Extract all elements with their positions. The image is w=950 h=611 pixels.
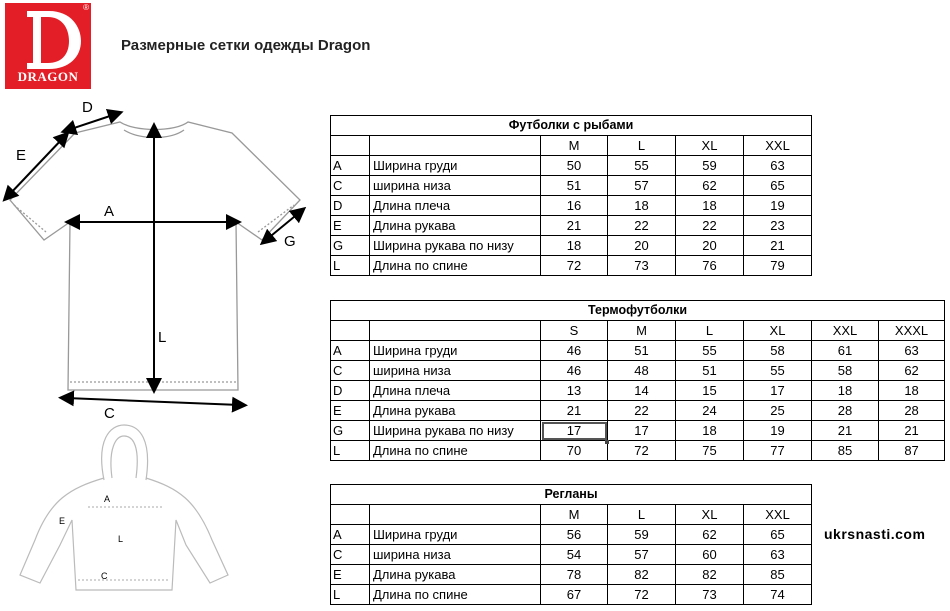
- size-header: L: [608, 136, 676, 156]
- cell-value: 74: [744, 585, 812, 605]
- table-row: [331, 381, 945, 401]
- tshirt-label-d: D: [82, 99, 93, 116]
- cell-value: 87: [879, 441, 945, 461]
- row-code: L: [331, 256, 370, 276]
- row-name: Длина по спине: [370, 585, 541, 605]
- cell-value: 70: [541, 441, 608, 461]
- size-table-tshirts: [330, 115, 812, 276]
- size-header: XXL: [812, 321, 879, 341]
- hoodie-label-l: L: [118, 534, 124, 544]
- size-header: XL: [676, 136, 744, 156]
- cell-value: 51: [676, 361, 744, 381]
- cell-value: 21: [541, 216, 608, 236]
- row-name: Ширина груди: [370, 156, 541, 176]
- selected-cell[interactable]: 17: [541, 421, 608, 441]
- cell-value: 60: [676, 545, 744, 565]
- cell-value: 57: [608, 545, 676, 565]
- cell-value: 21: [812, 421, 879, 441]
- selection-handle[interactable]: [605, 440, 609, 444]
- cell-value: 21: [744, 236, 812, 256]
- cell-value: 54: [541, 545, 608, 565]
- tshirt-label-l: L: [158, 329, 167, 346]
- row-name: Ширина груди: [370, 341, 541, 361]
- size-header: XL: [744, 321, 812, 341]
- cell-value: 75: [676, 441, 744, 461]
- cell-value: 24: [676, 401, 744, 421]
- row-name: ширина низа: [370, 361, 541, 381]
- table-row: [331, 565, 812, 585]
- cell-value: 23: [744, 216, 812, 236]
- cell-value: 73: [608, 256, 676, 276]
- cell-value: 46: [541, 361, 608, 381]
- cell-value: 79: [744, 256, 812, 276]
- cell-value: 55: [744, 361, 812, 381]
- size-header: M: [541, 505, 608, 525]
- cell-value: 85: [744, 565, 812, 585]
- cell-value: 59: [676, 156, 744, 176]
- header-row: [331, 136, 812, 156]
- header-row: [331, 321, 945, 341]
- cell-value: 46: [541, 341, 608, 361]
- cell-value: 14: [608, 381, 676, 401]
- page-title: Размерные сетки одежды Dragon: [121, 37, 371, 54]
- cell-value: 62: [879, 361, 945, 381]
- site-watermark: ukrsnasti.com: [824, 526, 926, 542]
- size-header: XXL: [744, 505, 812, 525]
- table-row: [331, 401, 945, 421]
- cell-value: 16: [541, 196, 608, 216]
- size-header: XXXL: [879, 321, 945, 341]
- cell-value: 17: [744, 381, 812, 401]
- cell-value: 78: [541, 565, 608, 585]
- cell-value: 85: [812, 441, 879, 461]
- registered-mark: ®: [83, 3, 89, 12]
- cell-value: 22: [608, 216, 676, 236]
- table-row: [331, 441, 945, 461]
- row-name: Длина по спине: [370, 256, 541, 276]
- row-name: ширина низа: [370, 176, 541, 196]
- row-code: G: [331, 421, 370, 441]
- table-row: [331, 176, 812, 196]
- row-code: A: [331, 156, 370, 176]
- cell-value: 72: [608, 585, 676, 605]
- cell-value: 77: [744, 441, 812, 461]
- cell-value: 15: [676, 381, 744, 401]
- row-code: C: [331, 176, 370, 196]
- table-row: [331, 545, 812, 565]
- table-row: [331, 341, 945, 361]
- cell-value: 76: [676, 256, 744, 276]
- table-row: [331, 361, 945, 381]
- cell-value: 28: [879, 401, 945, 421]
- cell-value: 55: [608, 156, 676, 176]
- cell-value: 21: [879, 421, 945, 441]
- logo-word: DRAGON: [17, 69, 79, 84]
- hoodie-diagram: [20, 425, 228, 590]
- cell-value: 18: [676, 196, 744, 216]
- size-header: L: [676, 321, 744, 341]
- cell-value: 50: [541, 156, 608, 176]
- size-header: XL: [676, 505, 744, 525]
- table-row: [331, 236, 812, 256]
- cell-value: 67: [541, 585, 608, 605]
- cell-value: 82: [608, 565, 676, 585]
- size-table-thermo: [330, 300, 945, 461]
- cell-value: 21: [541, 401, 608, 421]
- row-name: Ширина рукава по низу: [370, 421, 541, 441]
- hoodie-label-c: C: [101, 571, 108, 581]
- tshirt-label-e: E: [16, 147, 27, 164]
- cell-value: 59: [608, 525, 676, 545]
- cell-value: 20: [676, 236, 744, 256]
- cell-value: 62: [676, 525, 744, 545]
- cell-value: 65: [744, 525, 812, 545]
- row-name: Длина рукава: [370, 401, 541, 421]
- table-title: Регланы: [331, 485, 812, 505]
- hoodie-label-a: A: [104, 494, 111, 504]
- size-header: M: [541, 136, 608, 156]
- cell-value: 18: [812, 381, 879, 401]
- cell-value: 58: [744, 341, 812, 361]
- cell-value: 56: [541, 525, 608, 545]
- cell-value: 19: [744, 196, 812, 216]
- cell-value: 51: [608, 341, 676, 361]
- table-row: [331, 585, 812, 605]
- cell-value: 72: [608, 441, 676, 461]
- cell-value: 61: [812, 341, 879, 361]
- cell-value: 63: [879, 341, 945, 361]
- cell-value: 18: [676, 421, 744, 441]
- hoodie-label-e: E: [59, 516, 66, 526]
- cell-value: 17: [608, 421, 676, 441]
- table-row: [331, 216, 812, 236]
- cell-value: 22: [676, 216, 744, 236]
- table-title: Футболки с рыбами: [331, 116, 812, 136]
- table-title: Термофутболки: [331, 301, 945, 321]
- row-code: E: [331, 216, 370, 236]
- cell-value: 25: [744, 401, 812, 421]
- cell-value: 28: [812, 401, 879, 421]
- row-name: Длина по спине: [370, 441, 541, 461]
- cell-value: 18: [541, 236, 608, 256]
- row-code: D: [331, 196, 370, 216]
- cell-value: 63: [744, 156, 812, 176]
- cell-value: 72: [541, 256, 608, 276]
- row-code: C: [331, 545, 370, 565]
- cell-value: 13: [541, 381, 608, 401]
- row-code: G: [331, 236, 370, 256]
- size-header: XXL: [744, 136, 812, 156]
- table-row: [331, 156, 812, 176]
- cell-value: 22: [608, 401, 676, 421]
- row-code: A: [331, 341, 370, 361]
- size-table-raglans: [330, 484, 812, 605]
- cell-value: 62: [676, 176, 744, 196]
- size-header: L: [608, 505, 676, 525]
- cell-value: 18: [879, 381, 945, 401]
- cell-value: 51: [541, 176, 608, 196]
- row-name: Длина рукава: [370, 565, 541, 585]
- row-code: L: [331, 585, 370, 605]
- table-row: [331, 256, 812, 276]
- cell-value: 57: [608, 176, 676, 196]
- row-name: Ширина рукава по низу: [370, 236, 541, 256]
- cell-value: 55: [676, 341, 744, 361]
- table-row: [331, 421, 945, 441]
- cell-value: 58: [812, 361, 879, 381]
- row-code: E: [331, 401, 370, 421]
- cell-value: 73: [676, 585, 744, 605]
- row-code: D: [331, 381, 370, 401]
- tshirt-label-a: A: [104, 203, 115, 220]
- cell-value: 18: [608, 196, 676, 216]
- header-row: [331, 505, 812, 525]
- cell-value: 63: [744, 545, 812, 565]
- cell-value: 20: [608, 236, 676, 256]
- row-code: L: [331, 441, 370, 461]
- cell-value: 65: [744, 176, 812, 196]
- table-row: [331, 196, 812, 216]
- row-name: Длина рукава: [370, 216, 541, 236]
- table-row: [331, 525, 812, 545]
- tshirt-label-c: C: [104, 405, 115, 422]
- size-header: M: [608, 321, 676, 341]
- size-header: S: [541, 321, 608, 341]
- row-code: A: [331, 525, 370, 545]
- cell-value: 48: [608, 361, 676, 381]
- row-name: Длина плеча: [370, 196, 541, 216]
- row-name: Ширина груди: [370, 525, 541, 545]
- garment-illustrations: [0, 0, 320, 611]
- cell-value: 19: [744, 421, 812, 441]
- cell-value: 82: [676, 565, 744, 585]
- row-code: C: [331, 361, 370, 381]
- row-name: ширина низа: [370, 545, 541, 565]
- row-name: Длина плеча: [370, 381, 541, 401]
- tshirt-label-g: G: [284, 233, 296, 250]
- row-code: E: [331, 565, 370, 585]
